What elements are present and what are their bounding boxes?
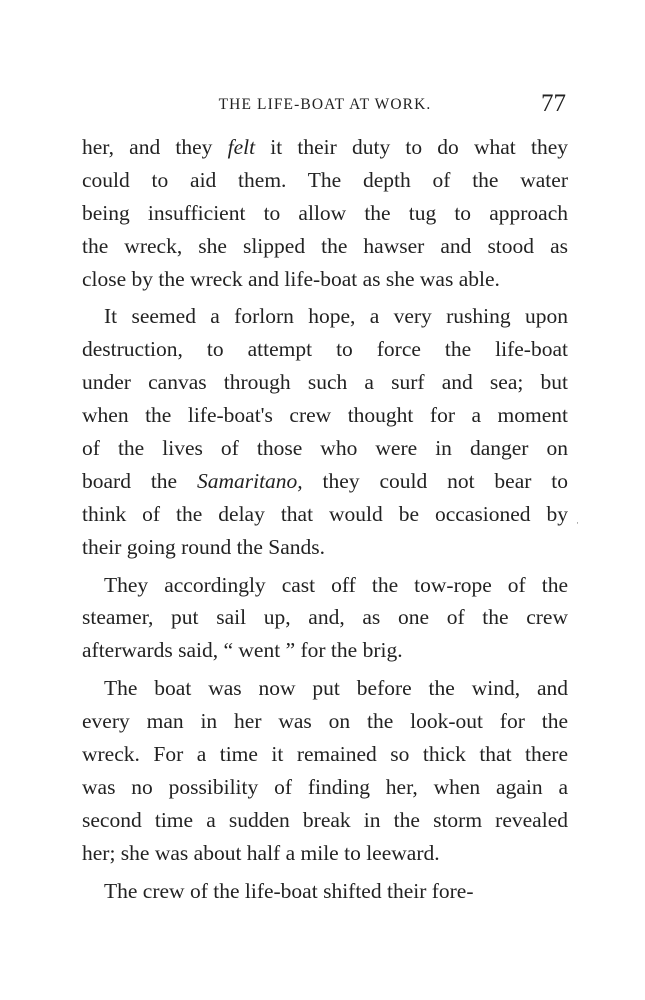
italic-text: Samaritano,: [196, 468, 303, 493]
text-line: [82, 432, 568, 465]
text-segment: steamer, put sail up, and, as one of the crew: [82, 605, 568, 630]
text-segment: when the life-boat's crew thought for a moment: [82, 403, 568, 428]
text-line: [82, 531, 568, 564]
text-segment: their going round the Sands.: [82, 534, 326, 559]
text-segment: board the: [82, 468, 197, 493]
text-segment: her; she was about half a mile to leeward.: [82, 840, 440, 865]
paragraph: [82, 131, 568, 295]
text-line: [82, 197, 568, 230]
running-head: [82, 92, 568, 122]
text-line: [82, 263, 568, 296]
print-speck: ·: [576, 518, 579, 528]
text-line: [82, 498, 568, 531]
text-segment: close by the wreck and life-boat as she was able.: [82, 266, 500, 291]
text-line: [82, 366, 568, 399]
text-segment: of the lives of those who were in danger on: [82, 436, 568, 461]
text-segment: every man in her was on the look-out for the: [82, 709, 568, 734]
text-line: [82, 230, 568, 263]
text-segment: think of the delay that would be occasioned by: [82, 501, 568, 526]
text-line: [82, 333, 568, 366]
italic-text: felt: [227, 135, 256, 159]
text-segment: they could not bear to: [302, 468, 569, 493]
text-segment: under canvas through such a surf and sea; but: [82, 370, 568, 395]
text-line: [82, 804, 568, 837]
text-line: [82, 875, 568, 908]
text-line: [82, 399, 568, 432]
text-segment: it their duty to do what they: [255, 135, 568, 159]
text-segment: second time a sudden break in the storm revealed: [82, 807, 568, 832]
text-segment: could to aid them. The depth of the water: [82, 167, 568, 192]
text-line: [82, 634, 568, 667]
paragraph: [82, 672, 568, 869]
page-number: 77: [541, 90, 566, 117]
text-line: [82, 300, 568, 333]
text-line: [82, 672, 568, 705]
text-segment: The crew of the life-boat shifted their fore-: [104, 878, 474, 903]
text-line: [82, 465, 568, 498]
running-title: THE LIFE-BOAT AT WORK.: [218, 96, 432, 113]
text-line: [82, 131, 568, 164]
text-segment: her, and they: [82, 135, 228, 159]
text-segment: wreck. For a time it remained so thick that there: [82, 742, 568, 767]
text-segment: The boat was now put before the wind, and: [104, 676, 568, 701]
text-line: [82, 164, 568, 197]
text-line: [82, 738, 568, 771]
text-segment: afterwards said, “ went ” for the brig.: [82, 638, 403, 663]
text-segment: being insufficient to allow the tug to approach: [82, 200, 568, 225]
paragraph: [82, 875, 568, 908]
text-segment: destruction, to attempt to force the life-boat: [82, 337, 568, 362]
paragraph: [82, 300, 568, 563]
text-segment: They accordingly cast off the tow-rope of the: [104, 572, 568, 597]
text-segment: was no possibility of finding her, when again a: [82, 774, 568, 799]
paragraph: [82, 569, 568, 668]
text-line: [82, 837, 568, 870]
text-segment: It seemed a forlorn hope, a very rushing upon: [104, 304, 568, 329]
text-line: [82, 601, 568, 634]
text-segment: the wreck, she slipped the hawser and stood as: [82, 233, 568, 258]
body-text: [82, 131, 568, 907]
text-line: [82, 569, 568, 602]
text-line: [82, 705, 568, 738]
text-line: [82, 771, 568, 804]
